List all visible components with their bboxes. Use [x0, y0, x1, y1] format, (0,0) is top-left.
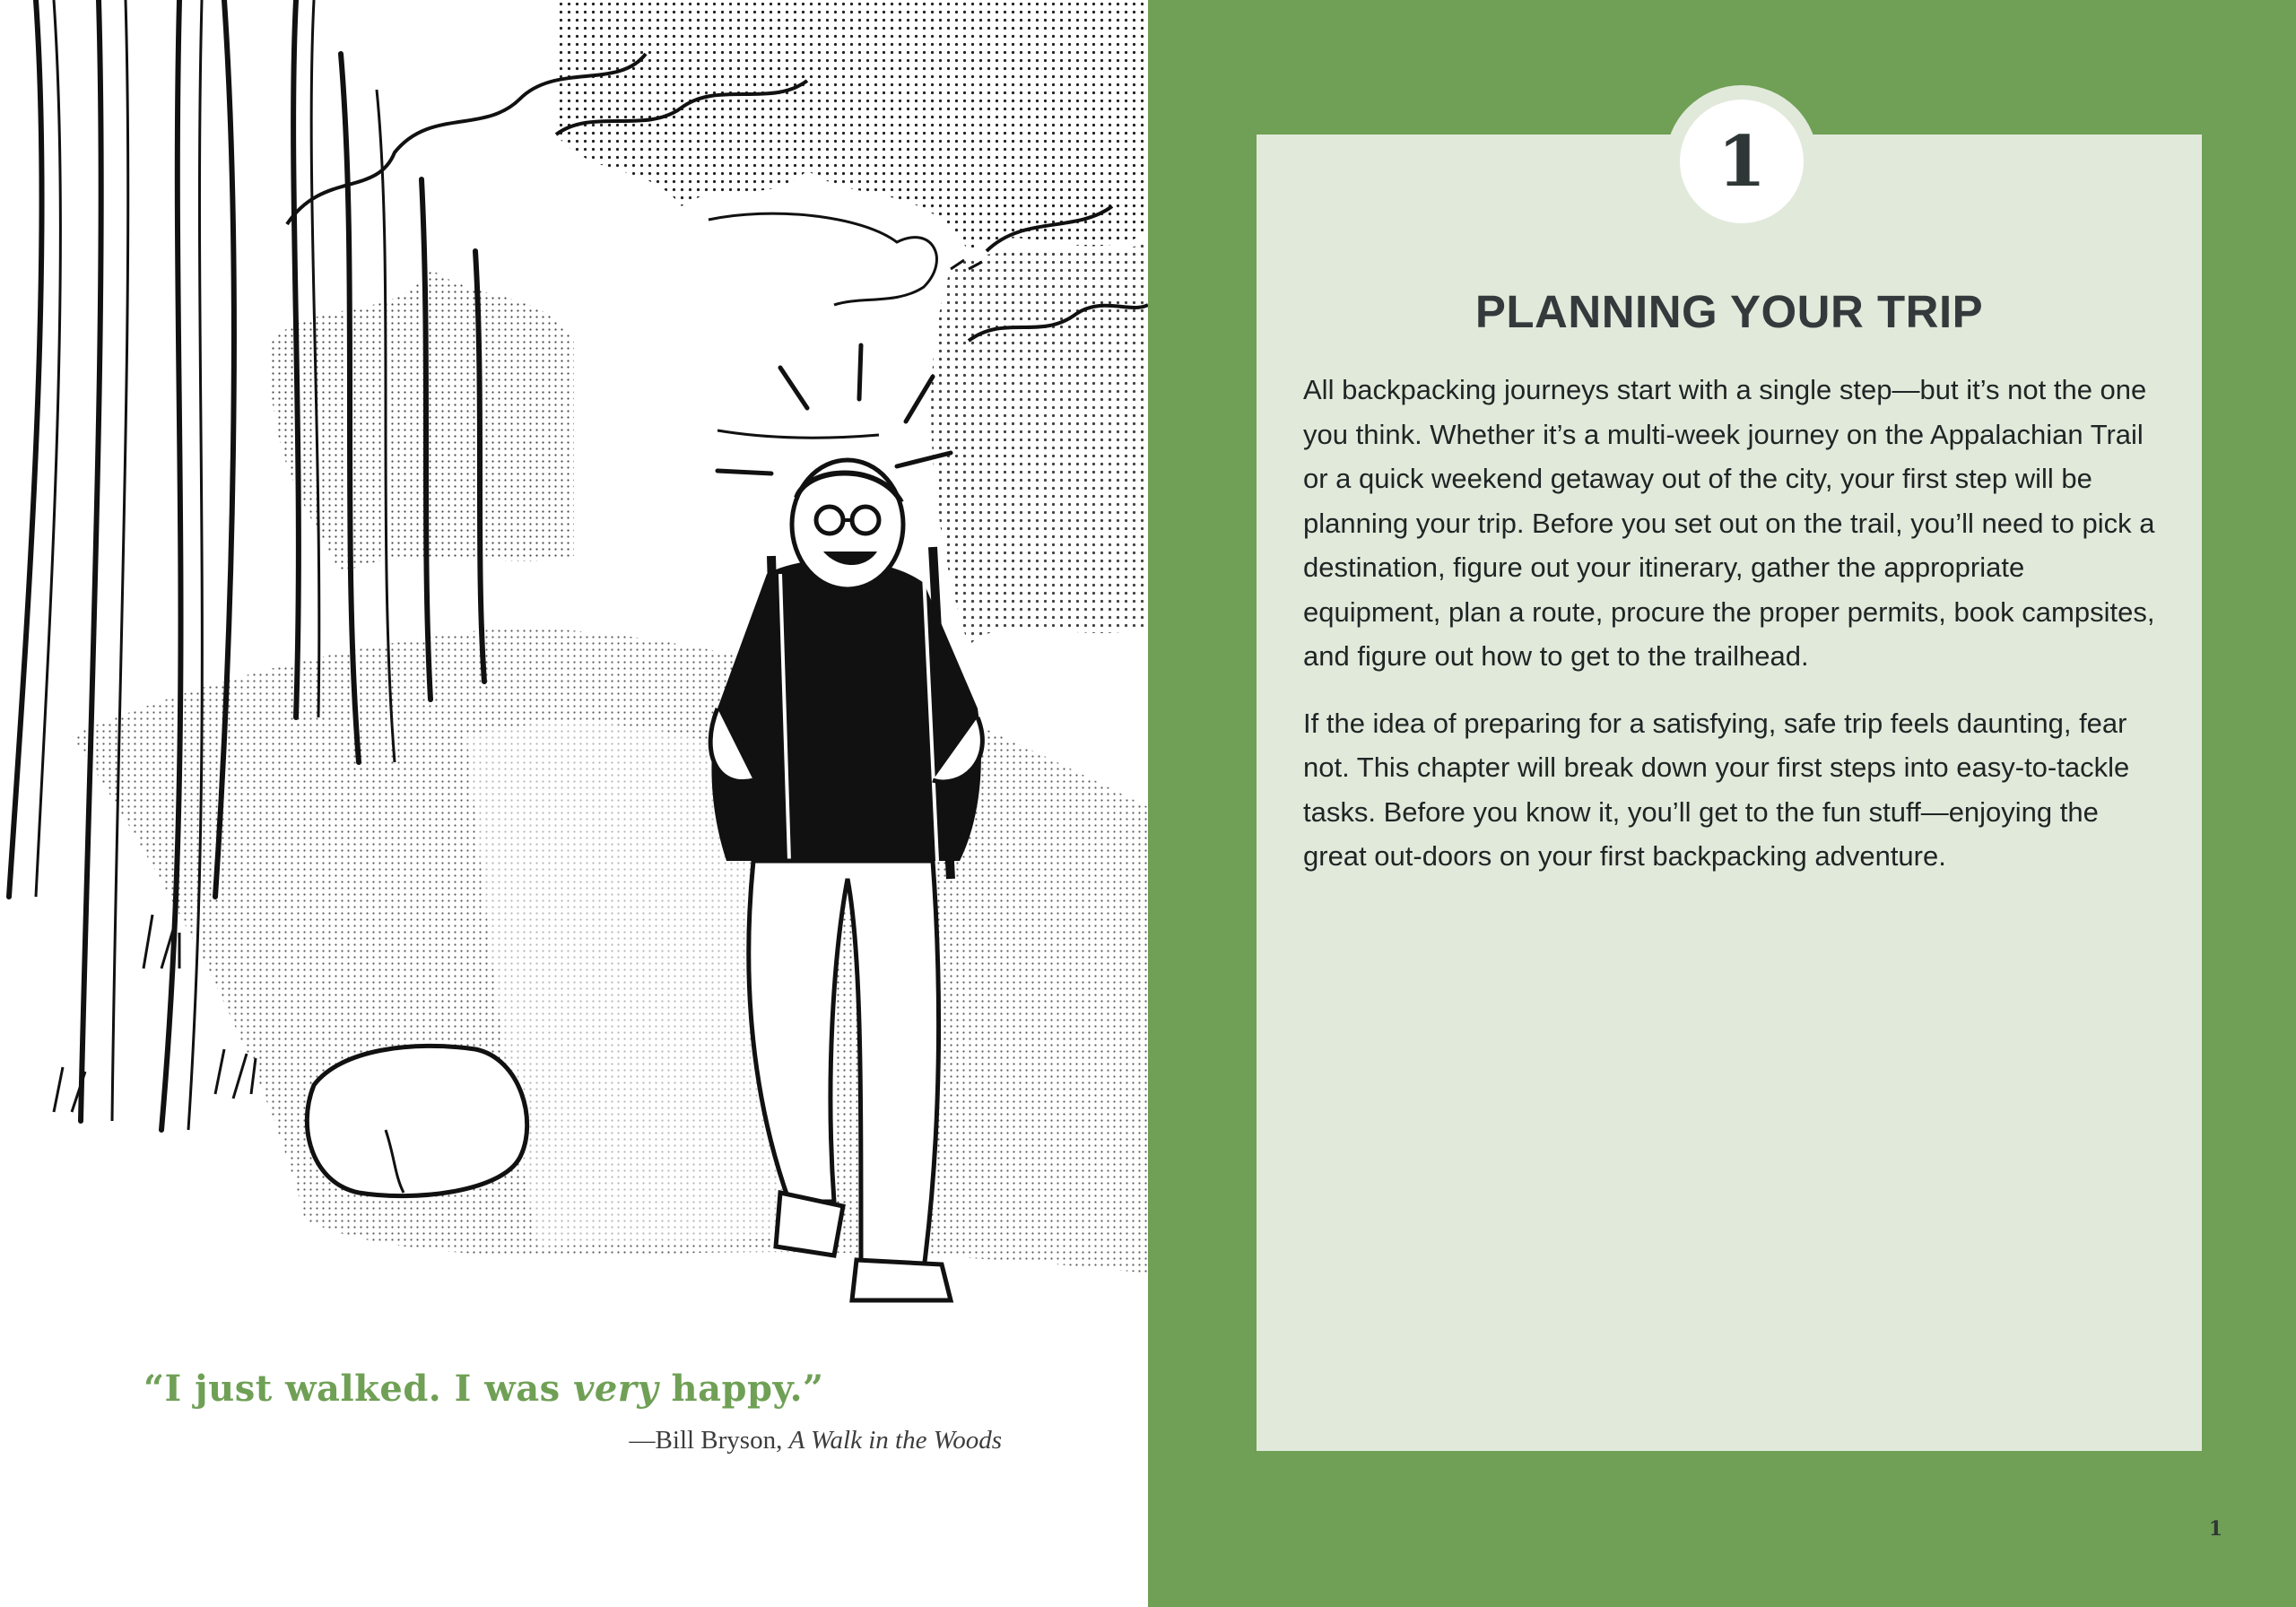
chapter-intro-text	[1303, 368, 2164, 901]
quote-attribution	[630, 1426, 1002, 1455]
chapter-title: PLANNING YOUR TRIP	[1474, 286, 1984, 337]
quote-emphasis: very	[573, 1368, 659, 1410]
chapter-number: 1	[1680, 100, 1804, 223]
attribution-author: —Bill Bryson,	[629, 1426, 789, 1455]
intro-paragraph: If the idea of preparing for a satisfying, safe trip feels daunting, fear not. This chapter will break down your first steps into easy-to-tackle tasks. Before you know it, you’ll get to the fun stuff—enjoying the great out-doors on your first backpacking adventure.	[1303, 707, 2130, 872]
chapter-number-badge	[1665, 85, 1818, 238]
quote-open: “I just walked. I was	[144, 1368, 574, 1410]
intro-paragraph: All backpacking journeys start with a single step—but it’s not the one you think. Whether it’s a multi-week journey on the Appalachian Trail or a quick weekend getaway out of the city, your first step will be planning your trip. Before you set out on the trail, you’ll need to pick a destination, figure out your itinerary, gather the appropriate equipment, plan a route, procure the proper permits, book campsites, and figure out how to get to the trailhead.	[1303, 374, 2155, 672]
right-page	[1148, 0, 2296, 1607]
epigraph-quote	[144, 1368, 1040, 1410]
quote-close: happy.”	[658, 1368, 824, 1410]
attribution-book: A Walk in the Woods	[788, 1426, 1002, 1455]
hiker-trail-illustration	[0, 0, 1148, 1345]
page-number: 1	[2208, 1517, 2222, 1541]
